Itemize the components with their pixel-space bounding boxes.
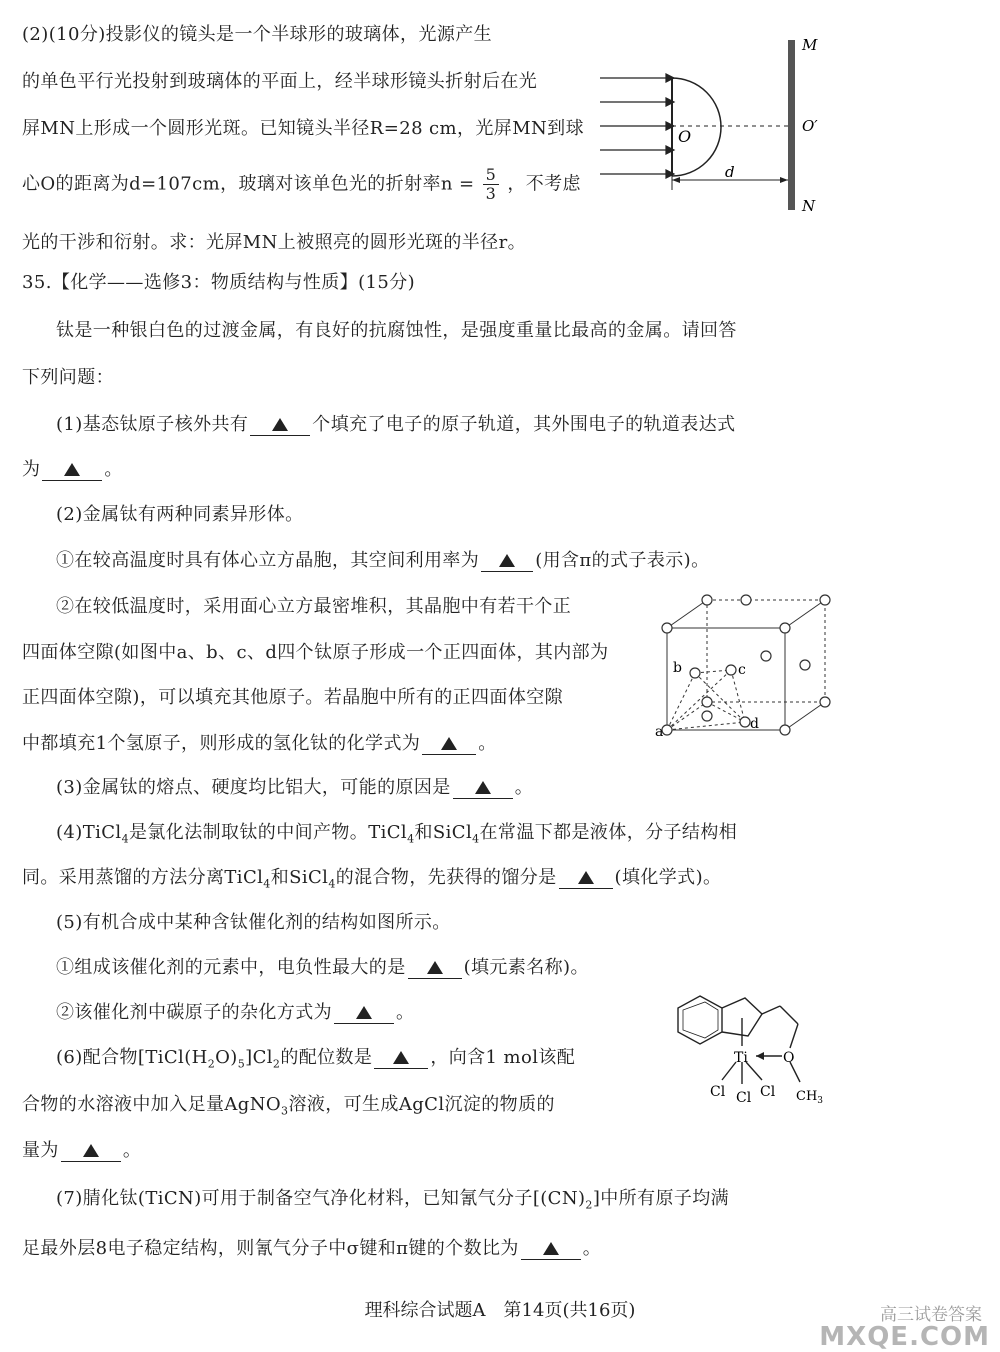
label-cl: Cl <box>760 1084 776 1100</box>
q34-line-5: 光的干涉和衍射。求：光屏MN上被照亮的圆形光斑的半径r。 <box>22 232 526 253</box>
benzene-ring <box>678 996 722 1044</box>
part-3-tail: 。 <box>514 777 534 798</box>
watermark-text: 高三试卷答案 <box>880 1305 982 1325</box>
q35-part-2: (2)金属钛有两种同素异形体。 <box>56 504 304 525</box>
q35-part-2-2-line-3: 正四面体空隙)，可以填充其他原子。若晶胞中所有的正四面体空隙 <box>22 687 564 708</box>
subscript: 4 <box>263 877 271 891</box>
refractive-index-fraction <box>483 166 500 203</box>
part-6-text: ]Cl <box>245 1047 273 1068</box>
q35-part-4-line-1 <box>56 820 737 853</box>
label-ch3 <box>796 1089 823 1106</box>
label-d: d <box>725 163 735 181</box>
arrow-head <box>672 177 680 183</box>
subscript: 4 <box>407 832 415 846</box>
q34-line-4 <box>22 166 581 203</box>
q35-part-1 <box>56 412 736 438</box>
q35-part-3 <box>56 775 533 801</box>
arrow-head <box>780 177 788 183</box>
q35-intro-2: 下列问题： <box>22 367 114 388</box>
atom-label-b: b <box>673 660 682 676</box>
answer-blank[interactable] <box>422 734 476 755</box>
part-1-text-a: (1)基态钛原子核外共有 <box>56 414 249 435</box>
part-4-text: 和SiCl <box>414 822 473 843</box>
subscript: 4 <box>328 877 336 891</box>
label-n: N <box>802 197 816 215</box>
q35-part-5: (5)有机合成中某种含钛催化剂的结构如图所示。 <box>56 912 451 933</box>
triangle-icon <box>543 1242 559 1255</box>
triangle-icon <box>272 418 288 431</box>
part-6-text: 量为 <box>22 1140 59 1161</box>
part-5-1-tail: (填元素名称)。 <box>463 957 589 978</box>
subscript: 2 <box>585 1198 593 1212</box>
q35-part-7-line-2 <box>22 1236 601 1262</box>
arrow-head <box>756 1052 764 1060</box>
part-7-formula: ] <box>592 1188 601 1209</box>
fraction-denominator: 3 <box>485 184 497 203</box>
label-o-prime: O′ <box>802 117 818 135</box>
q35-part-5-1 <box>56 955 589 981</box>
ti-cl-bond <box>746 1062 762 1080</box>
triangle-icon <box>427 961 443 974</box>
q35-part-6-line-2 <box>22 1092 555 1125</box>
part-4-text: 是氯化法制取钛的中间产物。TiCl <box>129 822 408 843</box>
q34-line-3: 屏MN上形成一个圆形光斑。已知镜头半径R=28 cm，光屏MN到球 <box>22 118 584 139</box>
answer-blank[interactable] <box>250 415 310 436</box>
label-m: M <box>802 36 818 54</box>
part-4-text: 和SiCl <box>270 867 329 888</box>
q34-line-4-tail: ，不考虑 <box>507 173 581 195</box>
triangle-icon <box>475 781 491 794</box>
answer-blank[interactable] <box>374 1048 428 1069</box>
atom-label-d: d <box>750 716 759 732</box>
cube-edge <box>667 600 707 628</box>
triangle-icon <box>64 463 80 476</box>
part-4-tail: (填化学式)。 <box>614 867 722 888</box>
subscript: 4 <box>472 832 480 846</box>
answer-blank[interactable] <box>334 1003 394 1024</box>
lens-diagram <box>600 30 840 220</box>
part-6-tail: 。 <box>122 1140 142 1161</box>
triangle-icon <box>393 1051 409 1064</box>
part-5-2-tail: 。 <box>396 1002 415 1023</box>
cube-edge <box>785 702 825 730</box>
chain-bond <box>762 1006 780 1014</box>
subscript: 2 <box>207 1057 216 1071</box>
subscript: 5 <box>237 1057 246 1071</box>
part-6-text: ，向含1 mol该配 <box>430 1047 576 1068</box>
part-7-tail: 。 <box>582 1238 602 1259</box>
cube-edge <box>785 600 825 628</box>
part-1-text-b: 个填充了电子的原子轨道，其外围电子的轨道表达式 <box>312 414 736 435</box>
benzene-inner-bonds <box>683 1002 718 1038</box>
part-4-text: (4)TiCl <box>56 822 122 843</box>
q35-part-6-line-3 <box>22 1138 141 1164</box>
part-7-text: 中所有原子均满 <box>600 1188 730 1209</box>
subscript: 3 <box>281 1104 289 1118</box>
q34-line-4-text: 心O的距离为d=107cm，玻璃对该单色光的折射率n = <box>22 173 475 195</box>
q35-part-5-2 <box>56 1000 414 1026</box>
fraction-numerator: 5 <box>483 166 500 185</box>
answer-blank[interactable] <box>42 460 102 481</box>
answer-blank[interactable] <box>408 958 462 979</box>
answer-blank[interactable] <box>453 778 513 799</box>
fcc-unit-cell-diagram <box>655 590 835 740</box>
label-cl: Cl <box>710 1084 726 1100</box>
cube-front-face <box>667 628 785 730</box>
watermark-site: MXQE.COM <box>819 1322 990 1352</box>
chain-bond <box>790 1024 798 1048</box>
part-4-text: 的混合物，先获得的馏分是 <box>335 867 557 888</box>
part-4-text: 在常温下都是液体，分子结构相 <box>479 822 738 843</box>
part-3-text: (3)金属钛的熔点、硬度均比铝大，可能的原因是 <box>56 777 451 798</box>
subscript: 3 <box>817 1096 824 1106</box>
part-6-text: O) <box>215 1047 238 1068</box>
label-cl: Cl <box>736 1090 752 1106</box>
atom-label-a: a <box>655 724 664 740</box>
label-o: O <box>678 127 692 146</box>
answer-blank[interactable] <box>61 1141 121 1162</box>
page-footer: 理科综合试题A 第14页(共16页) <box>364 1300 636 1321</box>
q35-part-7-line-1 <box>56 1186 729 1219</box>
part-5-2-text: ②该催化剂中碳原子的杂化方式为 <box>56 1002 332 1023</box>
q35-part-2-2-line-2: 四面体空隙(如图中a、b、c、d四个钛原子形成一个正四面体，其内部为 <box>22 642 609 663</box>
part-7-text: 足最外层8电子稳定结构，则氰气分子中σ键和π键的个数比为 <box>22 1238 519 1259</box>
part-2-2-text: 中都填充1个氢原子，则形成的氢化钛的化学式为 <box>22 733 421 754</box>
triangle-icon <box>499 554 515 567</box>
answer-blank[interactable] <box>481 551 533 572</box>
ch-label: CH <box>796 1089 818 1104</box>
part-2-1-tail: (用含π的式子表示)。 <box>535 550 710 571</box>
q35-heading: 35.【化学——选修3：物质结构与性质】(15分) <box>22 272 416 293</box>
q34-line-1: (2)(10分)投影仪的镜头是一个半球形的玻璃体，光源产生 <box>22 24 493 45</box>
triangle-icon <box>356 1006 372 1019</box>
triangle-icon <box>83 1144 99 1157</box>
subscript: 4 <box>121 832 129 846</box>
part-2-2-tail: 。 <box>478 733 497 754</box>
part-6-text: 溶液，可生成AgCl沉淀的物质的 <box>288 1094 555 1115</box>
screen-mn <box>788 40 795 210</box>
label-ti: Ti <box>734 1050 748 1066</box>
atom-label-c: c <box>738 662 746 678</box>
part-6-text: (6)配合物[TiCl(H <box>56 1047 208 1068</box>
part-6-text: 合物的水溶液中加入足量AgNO <box>22 1094 282 1115</box>
label-o: O <box>783 1050 795 1066</box>
part-7-formula: [(CN) <box>532 1188 586 1209</box>
cube-edge <box>667 702 707 730</box>
q35-part-4-line-2 <box>22 865 721 898</box>
part-7-text: (7)腈化钛(TiCN)可用于制备空气净化材料，已知氰气分子 <box>56 1188 533 1209</box>
q35-part-2-2-line-1: ②在较低温度时，采用面心立方最密堆积，其晶胞中有若干个正 <box>56 596 572 617</box>
titanium-atoms <box>662 595 830 735</box>
q34-line-2: 的单色平行光投射到玻璃体的平面上，经半球形镜头折射后在光 <box>22 71 538 92</box>
part-4-text: 同。采用蒸馏的方法分离TiCl <box>22 867 264 888</box>
triangle-icon <box>441 737 457 750</box>
q35-part-2-2-line-4 <box>22 731 497 757</box>
q35-intro-1: 钛是一种银白色的过渡金属，有良好的抗腐蚀性，是强度重量比最高的金属。请回答 <box>56 320 737 341</box>
q35-part-1-cont <box>22 457 123 483</box>
q35-part-2-1 <box>56 548 709 574</box>
part-6-text: 的配位数是 <box>280 1047 373 1068</box>
q35-part-6-line-1 <box>56 1045 575 1078</box>
chain-bond <box>780 1006 798 1024</box>
answer-blank[interactable] <box>521 1239 581 1260</box>
part-1-text-c: 为 <box>22 459 41 480</box>
triangle-icon <box>578 871 594 884</box>
part-1-text-d: 。 <box>104 459 123 480</box>
part-2-1-text: ①在较高温度时具有体心立方晶胞，其空间利用率为 <box>56 550 480 571</box>
answer-blank[interactable] <box>559 868 613 889</box>
titanium-catalyst-structure <box>670 990 850 1110</box>
subscript: 2 <box>272 1057 281 1071</box>
part-5-1-text: ①组成该催化剂的元素中，电负性最大的是 <box>56 957 406 978</box>
